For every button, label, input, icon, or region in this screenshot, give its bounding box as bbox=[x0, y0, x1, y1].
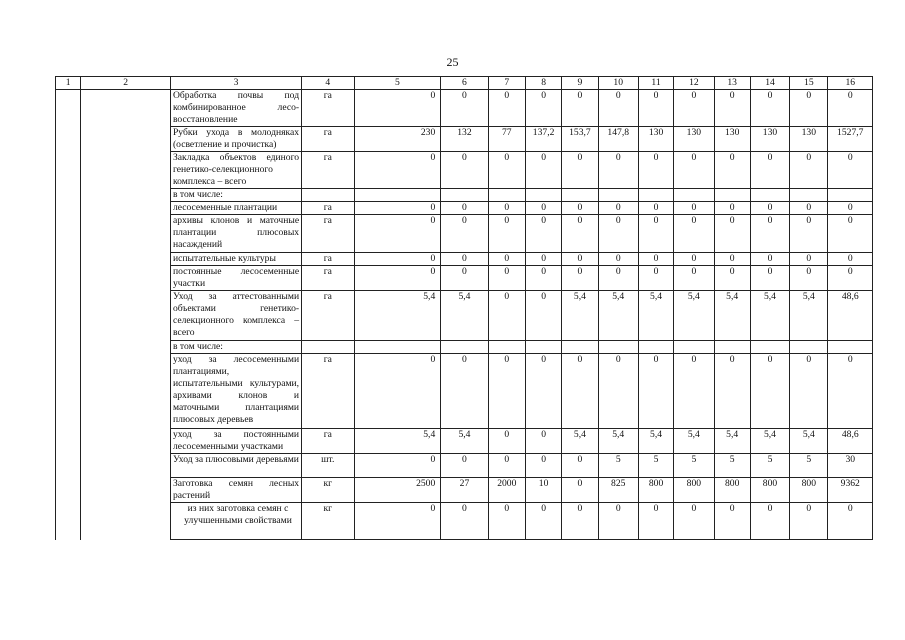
value-cell-col-15: 5,4 bbox=[790, 291, 828, 341]
value-cell-col-13 bbox=[714, 189, 750, 202]
value-cell-col-15: 0 bbox=[790, 202, 828, 215]
value-cell-col-8: 0 bbox=[525, 429, 561, 454]
value-cell-col-6: 5,4 bbox=[441, 429, 488, 454]
value-cell-col-15: 5 bbox=[790, 454, 828, 478]
table-row bbox=[56, 215, 873, 253]
row-description: испытательные культуры bbox=[170, 253, 301, 266]
value-cell-col-15: 0 bbox=[790, 354, 828, 429]
table-row bbox=[56, 202, 873, 215]
value-cell-col-13: 130 bbox=[714, 127, 750, 152]
column-header-14: 14 bbox=[750, 77, 789, 90]
value-cell-col-14: 5,4 bbox=[750, 291, 789, 341]
cell-col-2 bbox=[81, 253, 171, 266]
value-cell-col-13: 5,4 bbox=[714, 429, 750, 454]
value-cell-col-12: 0 bbox=[674, 152, 714, 189]
value-cell-col-16: 30 bbox=[828, 454, 873, 478]
value-cell-col-11: 5,4 bbox=[638, 429, 673, 454]
cell-col-1 bbox=[56, 90, 81, 127]
value-cell-col-10: 0 bbox=[598, 503, 638, 540]
value-cell-col-12: 0 bbox=[674, 503, 714, 540]
value-cell-col-13: 0 bbox=[714, 266, 750, 291]
cell-col-2 bbox=[81, 454, 171, 478]
value-cell-col-10 bbox=[598, 341, 638, 354]
value-cell-col-14: 0 bbox=[750, 152, 789, 189]
value-cell-col-10 bbox=[598, 189, 638, 202]
value-cell-col-14 bbox=[750, 341, 789, 354]
value-cell-col-9: 0 bbox=[562, 202, 598, 215]
row-unit: га bbox=[302, 266, 354, 291]
value-cell-col-7: 0 bbox=[488, 291, 525, 341]
column-header-16: 16 bbox=[828, 77, 873, 90]
cell-col-2 bbox=[81, 341, 171, 354]
value-cell-col-12: 0 bbox=[674, 354, 714, 429]
cell-col-1 bbox=[56, 266, 81, 291]
value-cell-col-7: 0 bbox=[488, 152, 525, 189]
value-cell-col-11 bbox=[638, 189, 673, 202]
cell-col-1 bbox=[56, 429, 81, 454]
value-cell-col-10: 0 bbox=[598, 90, 638, 127]
value-cell-col-10: 147,8 bbox=[598, 127, 638, 152]
value-cell-col-9: 0 bbox=[562, 215, 598, 253]
value-cell-col-6: 0 bbox=[441, 202, 488, 215]
row-unit: га bbox=[302, 215, 354, 253]
value-cell-col-9 bbox=[562, 189, 598, 202]
value-cell-col-14 bbox=[750, 189, 789, 202]
value-cell-col-16: 0 bbox=[828, 266, 873, 291]
value-cell-col-6: 27 bbox=[441, 478, 488, 503]
cell-col-1 bbox=[56, 152, 81, 189]
value-cell-col-7 bbox=[488, 341, 525, 354]
column-header-9: 9 bbox=[562, 77, 598, 90]
value-cell-col-7: 0 bbox=[488, 354, 525, 429]
value-cell-col-12: 800 bbox=[674, 478, 714, 503]
value-cell-col-9: 0 bbox=[562, 354, 598, 429]
value-cell-col-13: 0 bbox=[714, 202, 750, 215]
value-cell-col-16: 0 bbox=[828, 90, 873, 127]
value-cell-col-6: 0 bbox=[441, 354, 488, 429]
value-cell-col-5 bbox=[354, 341, 441, 354]
value-cell-col-15: 800 bbox=[790, 478, 828, 503]
value-cell-col-16: 0 bbox=[828, 253, 873, 266]
value-cell-col-16: 48,6 bbox=[828, 291, 873, 341]
value-cell-col-16: 48,6 bbox=[828, 429, 873, 454]
value-cell-col-5: 2500 bbox=[354, 478, 441, 503]
value-cell-col-11: 0 bbox=[638, 90, 673, 127]
value-cell-col-5: 0 bbox=[354, 215, 441, 253]
column-header-7: 7 bbox=[488, 77, 525, 90]
value-cell-col-14: 5,4 bbox=[750, 429, 789, 454]
value-cell-col-15: 0 bbox=[790, 266, 828, 291]
cell-col-2 bbox=[81, 429, 171, 454]
value-cell-col-9: 0 bbox=[562, 90, 598, 127]
value-cell-col-13: 5,4 bbox=[714, 291, 750, 341]
column-header-3: 3 bbox=[170, 77, 301, 90]
value-cell-col-13: 0 bbox=[714, 215, 750, 253]
table-row bbox=[56, 354, 873, 429]
value-cell-col-13: 5 bbox=[714, 454, 750, 478]
row-description: уход за лесосеменными плантациями, испытательными культурами, архивами клонов и маточными плантациями плюсовых деревьев bbox=[170, 354, 301, 429]
row-unit: га bbox=[302, 90, 354, 127]
value-cell-col-8: 0 bbox=[525, 503, 561, 540]
cell-col-1 bbox=[56, 503, 81, 540]
table-row bbox=[56, 266, 873, 291]
value-cell-col-11 bbox=[638, 341, 673, 354]
value-cell-col-6 bbox=[441, 189, 488, 202]
value-cell-col-8: 0 bbox=[525, 454, 561, 478]
table-row bbox=[56, 454, 873, 478]
row-description: Уход за аттестованными объектами генетико-селекционного комплекса – всего bbox=[170, 291, 301, 341]
value-cell-col-6: 0 bbox=[441, 90, 488, 127]
row-unit: га bbox=[302, 354, 354, 429]
value-cell-col-12: 0 bbox=[674, 253, 714, 266]
value-cell-col-16: 0 bbox=[828, 503, 873, 540]
value-cell-col-12: 0 bbox=[674, 215, 714, 253]
value-cell-col-15: 0 bbox=[790, 503, 828, 540]
row-description: уход за постоянными лесосеменными участками bbox=[170, 429, 301, 454]
value-cell-col-14: 0 bbox=[750, 202, 789, 215]
value-cell-col-8: 0 bbox=[525, 215, 561, 253]
row-unit: га bbox=[302, 429, 354, 454]
value-cell-col-11: 130 bbox=[638, 127, 673, 152]
cell-col-2 bbox=[81, 291, 171, 341]
table-row bbox=[56, 291, 873, 341]
table-row bbox=[56, 503, 873, 540]
value-cell-col-9 bbox=[562, 341, 598, 354]
row-description: в том числе: bbox=[170, 341, 301, 354]
row-unit: шт. bbox=[302, 454, 354, 478]
value-cell-col-10: 0 bbox=[598, 266, 638, 291]
column-header-2: 2 bbox=[81, 77, 171, 90]
value-cell-col-6: 0 bbox=[441, 266, 488, 291]
table-row bbox=[56, 253, 873, 266]
value-cell-col-12: 5,4 bbox=[674, 291, 714, 341]
table-row bbox=[56, 341, 873, 354]
value-cell-col-13: 0 bbox=[714, 152, 750, 189]
cell-col-1 bbox=[56, 341, 81, 354]
value-cell-col-13: 800 bbox=[714, 478, 750, 503]
row-unit: га bbox=[302, 291, 354, 341]
cell-col-1 bbox=[56, 291, 81, 341]
row-unit bbox=[302, 189, 354, 202]
value-cell-col-16: 0 bbox=[828, 202, 873, 215]
column-header-11: 11 bbox=[638, 77, 673, 90]
row-description: Закладка объектов единого генетико-селекционного комплекса – всего bbox=[170, 152, 301, 189]
value-cell-col-8 bbox=[525, 189, 561, 202]
row-description: из них заготовка семян с улучшенными свойствами bbox=[170, 503, 301, 540]
table-row bbox=[56, 152, 873, 189]
value-cell-col-11: 0 bbox=[638, 152, 673, 189]
value-cell-col-7: 0 bbox=[488, 266, 525, 291]
value-cell-col-15: 0 bbox=[790, 253, 828, 266]
value-cell-col-5: 0 bbox=[354, 202, 441, 215]
value-cell-col-13: 0 bbox=[714, 503, 750, 540]
data-table bbox=[55, 76, 873, 540]
value-cell-col-14: 0 bbox=[750, 354, 789, 429]
table-body bbox=[56, 77, 873, 540]
value-cell-col-6: 132 bbox=[441, 127, 488, 152]
value-cell-col-11: 0 bbox=[638, 253, 673, 266]
value-cell-col-8: 0 bbox=[525, 354, 561, 429]
value-cell-col-11: 5 bbox=[638, 454, 673, 478]
value-cell-col-14: 0 bbox=[750, 253, 789, 266]
value-cell-col-7: 0 bbox=[488, 429, 525, 454]
table-row bbox=[56, 429, 873, 454]
value-cell-col-5: 5,4 bbox=[354, 429, 441, 454]
value-cell-col-10: 5,4 bbox=[598, 291, 638, 341]
value-cell-col-7 bbox=[488, 189, 525, 202]
value-cell-col-14: 5 bbox=[750, 454, 789, 478]
value-cell-col-9: 0 bbox=[562, 454, 598, 478]
value-cell-col-5: 0 bbox=[354, 266, 441, 291]
value-cell-col-5 bbox=[354, 189, 441, 202]
value-cell-col-12: 5 bbox=[674, 454, 714, 478]
column-header-1: 1 bbox=[56, 77, 81, 90]
value-cell-col-11: 0 bbox=[638, 202, 673, 215]
column-header-15: 15 bbox=[790, 77, 828, 90]
value-cell-col-16: 9362 bbox=[828, 478, 873, 503]
value-cell-col-7: 0 bbox=[488, 202, 525, 215]
value-cell-col-7: 0 bbox=[488, 503, 525, 540]
value-cell-col-14: 0 bbox=[750, 266, 789, 291]
cell-col-1 bbox=[56, 478, 81, 503]
value-cell-col-15: 0 bbox=[790, 152, 828, 189]
column-header-5: 5 bbox=[354, 77, 441, 90]
value-cell-col-6: 0 bbox=[441, 253, 488, 266]
value-cell-col-15: 5,4 bbox=[790, 429, 828, 454]
row-unit: кг bbox=[302, 503, 354, 540]
value-cell-col-8: 0 bbox=[525, 202, 561, 215]
row-description: постоянные лесосеменные участки bbox=[170, 266, 301, 291]
value-cell-col-9: 0 bbox=[562, 253, 598, 266]
value-cell-col-14: 0 bbox=[750, 215, 789, 253]
value-cell-col-14: 0 bbox=[750, 503, 789, 540]
value-cell-col-7: 2000 bbox=[488, 478, 525, 503]
value-cell-col-12: 0 bbox=[674, 90, 714, 127]
row-unit bbox=[302, 341, 354, 354]
value-cell-col-15 bbox=[790, 341, 828, 354]
cell-col-2 bbox=[81, 152, 171, 189]
value-cell-col-7: 0 bbox=[488, 454, 525, 478]
value-cell-col-11: 0 bbox=[638, 215, 673, 253]
value-cell-col-13: 0 bbox=[714, 354, 750, 429]
value-cell-col-8: 0 bbox=[525, 253, 561, 266]
table-row bbox=[56, 127, 873, 152]
value-cell-col-9: 0 bbox=[562, 152, 598, 189]
row-description: Заготовка семян лесных растений bbox=[170, 478, 301, 503]
column-header-12: 12 bbox=[674, 77, 714, 90]
value-cell-col-5: 0 bbox=[354, 253, 441, 266]
value-cell-col-7: 0 bbox=[488, 215, 525, 253]
value-cell-col-16 bbox=[828, 189, 873, 202]
value-cell-col-11: 0 bbox=[638, 503, 673, 540]
value-cell-col-15: 0 bbox=[790, 90, 828, 127]
value-cell-col-13: 0 bbox=[714, 253, 750, 266]
value-cell-col-6: 0 bbox=[441, 215, 488, 253]
value-cell-col-5: 0 bbox=[354, 503, 441, 540]
value-cell-col-16: 0 bbox=[828, 152, 873, 189]
value-cell-col-10: 0 bbox=[598, 215, 638, 253]
value-cell-col-13: 0 bbox=[714, 90, 750, 127]
value-cell-col-10: 0 bbox=[598, 253, 638, 266]
page-number: 25 bbox=[446, 55, 459, 69]
cell-col-2 bbox=[81, 478, 171, 503]
row-description: Обработка почвы под комбинированное лесо-восстановление bbox=[170, 90, 301, 127]
value-cell-col-11: 0 bbox=[638, 354, 673, 429]
value-cell-col-8: 0 bbox=[525, 152, 561, 189]
cell-col-1 bbox=[56, 127, 81, 152]
cell-col-1 bbox=[56, 215, 81, 253]
value-cell-col-16 bbox=[828, 341, 873, 354]
value-cell-col-14: 130 bbox=[750, 127, 789, 152]
cell-col-2 bbox=[81, 90, 171, 127]
cell-col-2 bbox=[81, 503, 171, 540]
value-cell-col-14: 0 bbox=[750, 90, 789, 127]
value-cell-col-11: 5,4 bbox=[638, 291, 673, 341]
value-cell-col-7: 0 bbox=[488, 253, 525, 266]
value-cell-col-12: 0 bbox=[674, 266, 714, 291]
row-unit: га bbox=[302, 127, 354, 152]
value-cell-col-7: 77 bbox=[488, 127, 525, 152]
value-cell-col-10: 825 bbox=[598, 478, 638, 503]
value-cell-col-12: 130 bbox=[674, 127, 714, 152]
value-cell-col-9: 5,4 bbox=[562, 429, 598, 454]
row-description: Рубки ухода в молодняках (осветление и прочистка) bbox=[170, 127, 301, 152]
value-cell-col-12 bbox=[674, 341, 714, 354]
value-cell-col-10: 0 bbox=[598, 354, 638, 429]
value-cell-col-9: 5,4 bbox=[562, 291, 598, 341]
cell-col-1 bbox=[56, 189, 81, 202]
value-cell-col-12 bbox=[674, 189, 714, 202]
value-cell-col-16: 0 bbox=[828, 354, 873, 429]
cell-col-2 bbox=[81, 215, 171, 253]
column-header-13: 13 bbox=[714, 77, 750, 90]
column-header-10: 10 bbox=[598, 77, 638, 90]
cell-col-2 bbox=[81, 189, 171, 202]
cell-col-1 bbox=[56, 354, 81, 429]
value-cell-col-8: 137,2 bbox=[525, 127, 561, 152]
row-unit: га bbox=[302, 152, 354, 189]
value-cell-col-9: 0 bbox=[562, 503, 598, 540]
column-header-8: 8 bbox=[525, 77, 561, 90]
cell-col-1 bbox=[56, 202, 81, 215]
column-header-4: 4 bbox=[302, 77, 354, 90]
value-cell-col-11: 800 bbox=[638, 478, 673, 503]
value-cell-col-8: 10 bbox=[525, 478, 561, 503]
value-cell-col-8: 0 bbox=[525, 90, 561, 127]
cell-col-2 bbox=[81, 266, 171, 291]
value-cell-col-6: 0 bbox=[441, 503, 488, 540]
value-cell-col-12: 0 bbox=[674, 202, 714, 215]
value-cell-col-10: 0 bbox=[598, 202, 638, 215]
cell-col-2 bbox=[81, 202, 171, 215]
value-cell-col-6: 0 bbox=[441, 454, 488, 478]
value-cell-col-9: 0 bbox=[562, 478, 598, 503]
row-description: лесосеменные плантации bbox=[170, 202, 301, 215]
value-cell-col-6: 0 bbox=[441, 152, 488, 189]
value-cell-col-6: 5,4 bbox=[441, 291, 488, 341]
value-cell-col-5: 230 bbox=[354, 127, 441, 152]
value-cell-col-5: 5,4 bbox=[354, 291, 441, 341]
row-unit: га bbox=[302, 202, 354, 215]
value-cell-col-8: 0 bbox=[525, 266, 561, 291]
table-row bbox=[56, 478, 873, 503]
value-cell-col-5: 0 bbox=[354, 354, 441, 429]
value-cell-col-12: 5,4 bbox=[674, 429, 714, 454]
value-cell-col-9: 153,7 bbox=[562, 127, 598, 152]
row-description: архивы клонов и маточные плантации плюсовых насаждений bbox=[170, 215, 301, 253]
value-cell-col-13 bbox=[714, 341, 750, 354]
row-unit: га bbox=[302, 253, 354, 266]
value-cell-col-10: 5 bbox=[598, 454, 638, 478]
value-cell-col-8: 0 bbox=[525, 291, 561, 341]
row-description: в том числе: bbox=[170, 189, 301, 202]
cell-col-1 bbox=[56, 253, 81, 266]
table-row bbox=[56, 90, 873, 127]
value-cell-col-10: 0 bbox=[598, 152, 638, 189]
cell-col-2 bbox=[81, 354, 171, 429]
value-cell-col-6 bbox=[441, 341, 488, 354]
value-cell-col-14: 800 bbox=[750, 478, 789, 503]
value-cell-col-15: 130 bbox=[790, 127, 828, 152]
value-cell-col-15 bbox=[790, 189, 828, 202]
value-cell-col-5: 0 bbox=[354, 152, 441, 189]
cell-col-1 bbox=[56, 454, 81, 478]
value-cell-col-15: 0 bbox=[790, 215, 828, 253]
table-row bbox=[56, 189, 873, 202]
value-cell-col-16: 0 bbox=[828, 215, 873, 253]
value-cell-col-10: 5,4 bbox=[598, 429, 638, 454]
value-cell-col-9: 0 bbox=[562, 266, 598, 291]
value-cell-col-16: 1527,7 bbox=[828, 127, 873, 152]
row-unit: кг bbox=[302, 478, 354, 503]
table-header-row bbox=[56, 77, 873, 90]
value-cell-col-11: 0 bbox=[638, 266, 673, 291]
value-cell-col-8 bbox=[525, 341, 561, 354]
row-description: Уход за плюсовыми деревьями bbox=[170, 454, 301, 478]
value-cell-col-7: 0 bbox=[488, 90, 525, 127]
cell-col-2 bbox=[81, 127, 171, 152]
value-cell-col-5: 0 bbox=[354, 454, 441, 478]
column-header-6: 6 bbox=[441, 77, 488, 90]
value-cell-col-5: 0 bbox=[354, 90, 441, 127]
